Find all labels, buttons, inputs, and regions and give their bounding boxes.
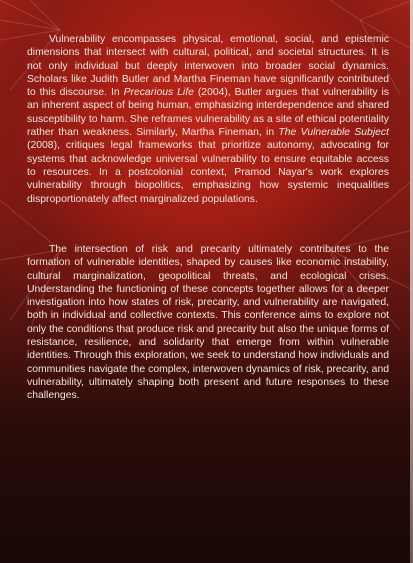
book-title-vulnerable-subject: The Vulnerable Subject <box>278 127 390 139</box>
paragraph-risk-precarity <box>27 243 389 403</box>
paragraph2-text: The intersection of risk and precarity ultimately contributes to the formation of vulnerable identities, shaped by causes like economic instability, cultural marginalization, geopolitical threats, and ecological crises. Understanding the functioning of these concepts together allows for a deeper investigation into how states of risk, precarity, and vulnerability are navigated, both in individual and collective contexts. This conference aims to explore not only the conditions that produce risk and precarity but also the unique forms of resistance, resilience, and solidarity that emerge from within vulnerable identities. Through this exploration, we seek to understand how individuals and communities navigate the complex, interwoven dynamics of risk, precarity, and vulnerability, ultimately shaping both present and future responses to these challenges. <box>27 244 389 402</box>
book-title-precarious-life: Precarious Life <box>123 87 194 99</box>
paragraph1-text-a: Vulnerability encompasses physical, emotional, social, and epistemic dimensions that intersect with cultural, political, and societal structures. It is not only individual but deeply interwoven into broader social dynamics. Scholars like Judith Butler and Martha Fineman have significantly contributed to this discourse. In <box>27 34 389 99</box>
paragraph1-text-c: (2008), critiques legal frameworks that prioritize autonomy, advocating for systems that acknowledge universal vulnerability to ensure equitable access to resources. In a postcolonial context, Pramod Nayar's work explores vulnerability through biopolitics, emphasizing how systemic inequalities disproportionately affect marginalized populations. <box>27 140 389 205</box>
paragraph-vulnerability <box>27 33 389 206</box>
paragraph1-text-b: (2004), Butler argues that vulnerability is an inherent aspect of being human, emphasizing interdependence and shared susceptibility to harm. She reframes vulnerability as a site of ethical potentiality rather than weakness. Similarly, Martha Fineman, in <box>27 87 389 139</box>
